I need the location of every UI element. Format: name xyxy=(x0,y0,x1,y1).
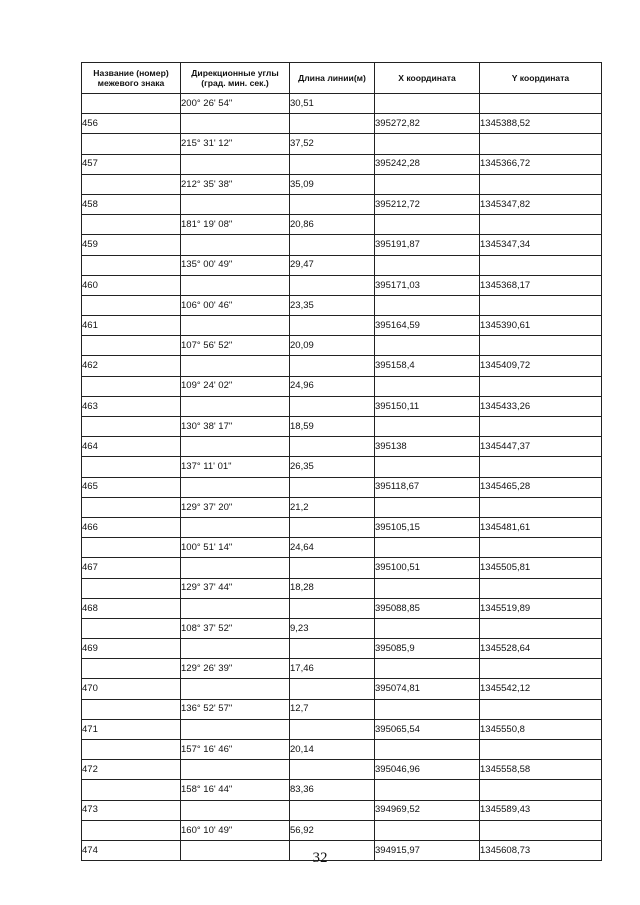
segment-row xyxy=(82,740,602,760)
x-coordinate: 395065,54 xyxy=(375,719,480,739)
empty-cell xyxy=(181,679,290,699)
empty-cell xyxy=(82,457,181,477)
y-coordinate: 1345505,81 xyxy=(480,558,602,578)
empty-cell xyxy=(480,457,602,477)
empty-cell xyxy=(290,275,375,295)
mark-number: 463 xyxy=(82,396,181,416)
direction-angle: 130° 38' 17" xyxy=(181,417,290,437)
y-coordinate: 1345347,82 xyxy=(480,194,602,214)
empty-cell xyxy=(290,679,375,699)
mark-number: 460 xyxy=(82,275,181,295)
segment-row xyxy=(82,618,602,638)
segment-row xyxy=(82,699,602,719)
line-length: 23,35 xyxy=(290,295,375,315)
point-row xyxy=(82,437,602,457)
empty-cell xyxy=(290,800,375,820)
empty-cell xyxy=(82,417,181,437)
mark-number: 468 xyxy=(82,598,181,618)
mark-number: 456 xyxy=(82,114,181,134)
empty-cell xyxy=(82,497,181,517)
direction-angle: 137° 11' 01" xyxy=(181,457,290,477)
empty-cell xyxy=(290,437,375,457)
empty-cell xyxy=(290,154,375,174)
y-coordinate: 1345550,8 xyxy=(480,719,602,739)
empty-cell xyxy=(290,194,375,214)
empty-cell xyxy=(375,134,480,154)
direction-angle: 107° 56' 52" xyxy=(181,336,290,356)
point-row xyxy=(82,114,602,134)
empty-cell xyxy=(290,760,375,780)
empty-cell xyxy=(480,94,602,114)
y-coordinate: 1345558,58 xyxy=(480,760,602,780)
header-name: Название (номер) межевого знака xyxy=(82,63,181,94)
empty-cell xyxy=(375,659,480,679)
x-coordinate: 395191,87 xyxy=(375,235,480,255)
direction-angle: 129° 26' 39" xyxy=(181,659,290,679)
mark-number: 462 xyxy=(82,356,181,376)
line-length: 20,09 xyxy=(290,336,375,356)
mark-number: 473 xyxy=(82,800,181,820)
direction-angle: 135° 00' 49" xyxy=(181,255,290,275)
x-coordinate: 395272,82 xyxy=(375,114,480,134)
x-coordinate: 395074,81 xyxy=(375,679,480,699)
empty-cell xyxy=(290,558,375,578)
x-coordinate: 395046,96 xyxy=(375,760,480,780)
y-coordinate: 1345433,26 xyxy=(480,396,602,416)
line-length: 35,09 xyxy=(290,174,375,194)
x-coordinate: 395118,67 xyxy=(375,477,480,497)
y-coordinate: 1345409,72 xyxy=(480,356,602,376)
empty-cell xyxy=(82,740,181,760)
point-row xyxy=(82,235,602,255)
empty-cell xyxy=(82,699,181,719)
header-x: X координата xyxy=(375,63,480,94)
empty-cell xyxy=(480,699,602,719)
empty-cell xyxy=(290,356,375,376)
empty-cell xyxy=(181,275,290,295)
direction-angle: 129° 37' 20" xyxy=(181,497,290,517)
empty-cell xyxy=(181,477,290,497)
page-number: 32 xyxy=(312,850,328,866)
empty-cell xyxy=(82,174,181,194)
x-coordinate: 395164,59 xyxy=(375,316,480,336)
x-coordinate: 394915,97 xyxy=(375,840,480,860)
line-length: 18,59 xyxy=(290,417,375,437)
point-row xyxy=(82,356,602,376)
empty-cell xyxy=(375,255,480,275)
empty-cell xyxy=(181,396,290,416)
y-coordinate: 1345465,28 xyxy=(480,477,602,497)
mark-number: 465 xyxy=(82,477,181,497)
y-coordinate: 1345447,37 xyxy=(480,437,602,457)
mark-number: 458 xyxy=(82,194,181,214)
x-coordinate: 395171,03 xyxy=(375,275,480,295)
segment-row xyxy=(82,376,602,396)
empty-cell xyxy=(290,719,375,739)
mark-number: 474 xyxy=(82,840,181,860)
y-coordinate: 1345481,61 xyxy=(480,517,602,537)
empty-cell xyxy=(290,639,375,659)
line-length: 21,2 xyxy=(290,497,375,517)
empty-cell xyxy=(375,295,480,315)
y-coordinate: 1345347,34 xyxy=(480,235,602,255)
empty-cell xyxy=(375,740,480,760)
x-coordinate: 395158,4 xyxy=(375,356,480,376)
y-coordinate: 1345390,61 xyxy=(480,316,602,336)
empty-cell xyxy=(290,396,375,416)
direction-angle: 212° 35' 38" xyxy=(181,174,290,194)
direction-angle: 160° 10' 49" xyxy=(181,820,290,840)
point-row xyxy=(82,396,602,416)
empty-cell xyxy=(181,194,290,214)
point-row xyxy=(82,275,602,295)
empty-cell xyxy=(82,336,181,356)
x-coordinate: 395085,9 xyxy=(375,639,480,659)
empty-cell xyxy=(375,497,480,517)
empty-cell xyxy=(290,517,375,537)
empty-cell xyxy=(375,457,480,477)
segment-row xyxy=(82,417,602,437)
segment-row xyxy=(82,457,602,477)
empty-cell xyxy=(375,618,480,638)
empty-cell xyxy=(375,336,480,356)
point-row xyxy=(82,558,602,578)
empty-cell xyxy=(82,578,181,598)
y-coordinate: 1345366,72 xyxy=(480,154,602,174)
direction-angle: 129° 37' 44" xyxy=(181,578,290,598)
empty-cell xyxy=(375,780,480,800)
point-row xyxy=(82,598,602,618)
empty-cell xyxy=(181,517,290,537)
line-length: 12,7 xyxy=(290,699,375,719)
point-row xyxy=(82,639,602,659)
empty-cell xyxy=(480,618,602,638)
empty-cell xyxy=(375,174,480,194)
empty-cell xyxy=(181,235,290,255)
empty-cell xyxy=(480,780,602,800)
empty-cell xyxy=(82,820,181,840)
empty-cell xyxy=(375,820,480,840)
empty-cell xyxy=(480,215,602,235)
point-row xyxy=(82,719,602,739)
line-length: 20,86 xyxy=(290,215,375,235)
point-row xyxy=(82,477,602,497)
empty-cell xyxy=(181,437,290,457)
empty-cell xyxy=(82,255,181,275)
point-row xyxy=(82,800,602,820)
mark-number: 471 xyxy=(82,719,181,739)
mark-number: 461 xyxy=(82,316,181,336)
line-length: 9,23 xyxy=(290,618,375,638)
mark-number: 466 xyxy=(82,517,181,537)
empty-cell xyxy=(181,760,290,780)
empty-cell xyxy=(480,820,602,840)
empty-cell xyxy=(82,94,181,114)
empty-cell xyxy=(181,316,290,336)
empty-cell xyxy=(181,114,290,134)
empty-cell xyxy=(181,800,290,820)
segment-row xyxy=(82,780,602,800)
header-row xyxy=(82,63,602,94)
point-row xyxy=(82,316,602,336)
empty-cell xyxy=(290,477,375,497)
empty-cell xyxy=(82,295,181,315)
x-coordinate: 395138 xyxy=(375,437,480,457)
empty-cell xyxy=(375,94,480,114)
empty-cell xyxy=(181,639,290,659)
x-coordinate: 395212,72 xyxy=(375,194,480,214)
segment-row xyxy=(82,134,602,154)
direction-angle: 136° 52' 57" xyxy=(181,699,290,719)
mark-number: 469 xyxy=(82,639,181,659)
empty-cell xyxy=(82,134,181,154)
empty-cell xyxy=(82,659,181,679)
direction-angle: 106° 00' 46" xyxy=(181,295,290,315)
empty-cell xyxy=(480,538,602,558)
line-length: 20,14 xyxy=(290,740,375,760)
empty-cell xyxy=(290,114,375,134)
direction-angle: 100° 51' 14" xyxy=(181,538,290,558)
line-length: 18,28 xyxy=(290,578,375,598)
empty-cell xyxy=(480,376,602,396)
line-length: 24,64 xyxy=(290,538,375,558)
y-coordinate: 1345542,12 xyxy=(480,679,602,699)
line-length: 29,47 xyxy=(290,255,375,275)
direction-angle: 158° 16' 44" xyxy=(181,780,290,800)
y-coordinate: 1345368,17 xyxy=(480,275,602,295)
segment-row xyxy=(82,336,602,356)
direction-angle: 200° 26' 54" xyxy=(181,94,290,114)
direction-angle: 108° 37' 52" xyxy=(181,618,290,638)
line-length: 37,52 xyxy=(290,134,375,154)
direction-angle: 157° 16' 46" xyxy=(181,740,290,760)
x-coordinate: 395105,15 xyxy=(375,517,480,537)
header-length: Длина линии(м) xyxy=(290,63,375,94)
mark-number: 459 xyxy=(82,235,181,255)
direction-angle: 109° 24' 02" xyxy=(181,376,290,396)
empty-cell xyxy=(480,659,602,679)
mark-number: 472 xyxy=(82,760,181,780)
y-coordinate: 1345589,43 xyxy=(480,800,602,820)
empty-cell xyxy=(181,356,290,376)
empty-cell xyxy=(480,740,602,760)
empty-cell xyxy=(375,578,480,598)
empty-cell xyxy=(82,618,181,638)
line-length: 83,36 xyxy=(290,780,375,800)
line-length: 30,51 xyxy=(290,94,375,114)
direction-angle: 215° 31' 12" xyxy=(181,134,290,154)
point-row xyxy=(82,154,602,174)
y-coordinate: 1345528,64 xyxy=(480,639,602,659)
empty-cell xyxy=(181,598,290,618)
coordinates-table xyxy=(81,62,602,861)
empty-cell xyxy=(480,336,602,356)
point-row xyxy=(82,679,602,699)
segment-row xyxy=(82,538,602,558)
line-length: 56,92 xyxy=(290,820,375,840)
empty-cell xyxy=(290,235,375,255)
line-length: 24,96 xyxy=(290,376,375,396)
segment-row xyxy=(82,578,602,598)
empty-cell xyxy=(480,578,602,598)
segment-row xyxy=(82,659,602,679)
x-coordinate: 395150,11 xyxy=(375,396,480,416)
point-row xyxy=(82,760,602,780)
empty-cell xyxy=(82,780,181,800)
segment-row xyxy=(82,174,602,194)
mark-number: 470 xyxy=(82,679,181,699)
segment-row xyxy=(82,215,602,235)
y-coordinate: 1345388,52 xyxy=(480,114,602,134)
x-coordinate: 395088,85 xyxy=(375,598,480,618)
empty-cell xyxy=(480,417,602,437)
mark-number: 467 xyxy=(82,558,181,578)
y-coordinate: 1345519,89 xyxy=(480,598,602,618)
point-row xyxy=(82,517,602,537)
x-coordinate: 395100,51 xyxy=(375,558,480,578)
empty-cell xyxy=(290,316,375,336)
point-row xyxy=(82,194,602,214)
segment-row xyxy=(82,295,602,315)
mark-number: 464 xyxy=(82,437,181,457)
empty-cell xyxy=(375,376,480,396)
segment-row xyxy=(82,820,602,840)
segment-row xyxy=(82,94,602,114)
mark-number: 457 xyxy=(82,154,181,174)
empty-cell xyxy=(82,538,181,558)
empty-cell xyxy=(375,538,480,558)
empty-cell xyxy=(181,154,290,174)
x-coordinate: 395242,28 xyxy=(375,154,480,174)
segment-row xyxy=(82,497,602,517)
empty-cell xyxy=(181,558,290,578)
empty-cell xyxy=(375,215,480,235)
empty-cell xyxy=(82,376,181,396)
segment-row xyxy=(82,255,602,275)
line-length: 17,46 xyxy=(290,659,375,679)
empty-cell xyxy=(480,295,602,315)
empty-cell xyxy=(181,719,290,739)
empty-cell xyxy=(480,174,602,194)
empty-cell xyxy=(375,699,480,719)
header-y: Y координата xyxy=(480,63,602,94)
line-length: 26,35 xyxy=(290,457,375,477)
y-coordinate: 1345608,73 xyxy=(480,840,602,860)
empty-cell xyxy=(375,417,480,437)
empty-cell xyxy=(82,215,181,235)
empty-cell xyxy=(480,255,602,275)
x-coordinate: 394969,52 xyxy=(375,800,480,820)
empty-cell xyxy=(480,497,602,517)
direction-angle: 181° 19' 08" xyxy=(181,215,290,235)
empty-cell xyxy=(290,598,375,618)
empty-cell xyxy=(480,134,602,154)
header-angles: Дирекционные углы (град. мин. сек.) xyxy=(181,63,290,94)
